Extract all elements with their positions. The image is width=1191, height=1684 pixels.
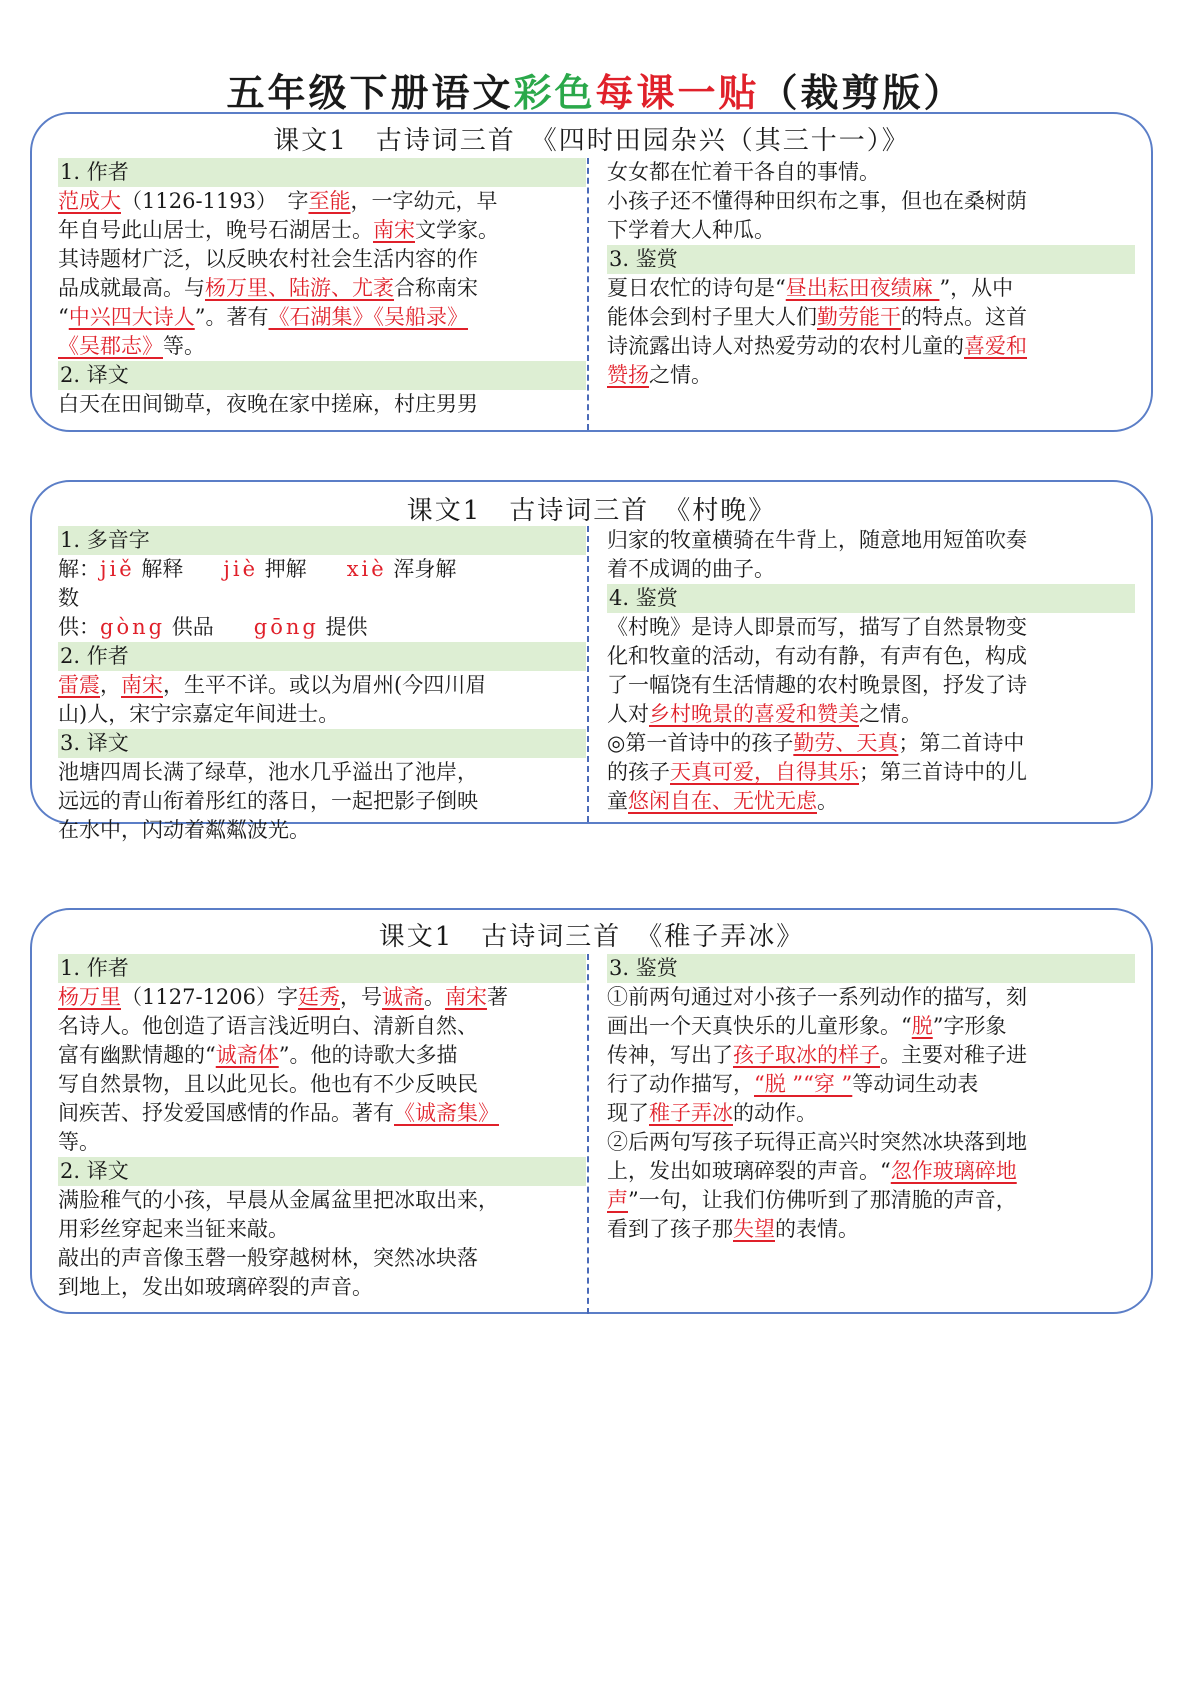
page-title: 五年级下册语文彩色每课一贴（裁剪版） bbox=[226, 70, 965, 115]
right-column: 女女都在忙着干各自的事情。 小孩子还不懂得种田织布之事，但也在桑树荫 下学着大人种瓜。 3. 鉴赏 夏日农忙的诗句是“昼出耘田夜绩麻 ”，从中 能体会到村子里大人们勤劳能干的特点。这首 诗流露出诗人对热爱劳动的农村儿童的喜爱和 赞扬之情。 bbox=[607, 158, 1127, 390]
lesson-card-2 bbox=[30, 480, 1153, 842]
right-column: 3. 鉴赏 ①前两句通过对小孩子一系列动作的描写，刻 画出一个天真快乐的儿童形象。“脱”字形象 传神，写出了孩子取冰的样子。主要对稚子进 行了动作描写，“脱 ”“穿 ”等动词生动表 现了稚子弄冰的动作。 ②后两句写孩子玩得正高兴时突然冰块落到地 上，发出如玻璃碎裂的声音。“忽作玻璃碎地 声”一句，让我们仿佛听到了那清脆的声音， 看到了孩子那失望的表情。 bbox=[607, 954, 1127, 1244]
left-column: 1. 作者 范成大（1126-1193） 字至能，一字幼元，早 年自号此山居士，晚号石湖居士。南宋文学家。 其诗题材广泛，以反映农村社会生活内容的作 品成就最高。与杨万里、陆游、尤袤合称南宋 “中兴四大诗人”。著有《石湖集》《吴船录》 《吴郡志》等。 2. 译文 白天在田间锄草，夜晚在家中搓麻，村庄男男 bbox=[58, 158, 578, 419]
section-heading: 2. 作者 bbox=[58, 642, 586, 671]
right-column: 归家的牧童横骑在牛背上，随意地用短笛吹奏 着不成调的曲子。 4. 鉴赏 《村晚》是诗人即景而写，描写了自然景物变 化和牧童的活动，有动有静，有声有色，构成 了一幅饶有生活情趣的农村晚景图，抒发了诗 人对乡村晚景的喜爱和赞美之情。 ◎第一首诗中的孩子勤劳、天真；第二首诗中 的孩子天真可爱，自得其乐；第三首诗中的儿 童悠闲自在、无忧无虑。 bbox=[607, 526, 1127, 816]
section-heading: 3. 鉴赏 bbox=[607, 954, 1135, 983]
section-heading: 2. 译文 bbox=[58, 1157, 586, 1186]
left-column: 1. 作者 杨万里（1127-1206）字廷秀，号诚斋。南宋著 名诗人。他创造了语言浅近明白、清新自然、 富有幽默情趣的“诚斋体”。他的诗歌大多描 写自然景物，且以此见长。他也有不少反映民 间疾苦、抒发爱国感情的作品。著有《诚斋集》 等。 2. 译文 满脸稚气的小孩，早晨从金属盆里把冰取出来， 用彩丝穿起来当钲来敲。 敲出的声音像玉磬一般穿越树林，突然冰块落 到地上，发出如玻璃碎裂的声音。 bbox=[58, 954, 578, 1302]
card-title: 课文1 古诗词三首 《稚子弄冰》 bbox=[378, 922, 805, 952]
lesson-card-3 bbox=[30, 908, 1153, 1314]
card-title: 课文1 古诗词三首 《村晚》 bbox=[406, 496, 777, 526]
section-heading: 1. 作者 bbox=[58, 954, 586, 983]
card-title: 课文1 古诗词三首 《四时田园杂兴（其三十一）》 bbox=[273, 126, 910, 156]
left-column: 1. 多音字 解：jiě 解释 jiè 押解 xiè 浑身解 数 供：gòng 供品 gōng 提供 2. 作者 雷震，南宋，生平不详。或以为眉州(今四川眉 山)人，宋宁宗嘉定年间进士。 3. 译文 池塘四周长满了绿草，池水几乎溢出了池岸， 远远的青山衔着彤红的落日，一起把影子倒映 在水中，闪动着粼粼波光。 bbox=[58, 526, 578, 845]
section-heading: 3. 译文 bbox=[58, 729, 586, 758]
section-heading: 3. 鉴赏 bbox=[607, 245, 1135, 274]
lesson-card-1 bbox=[30, 112, 1153, 432]
column-divider bbox=[587, 526, 589, 822]
section-heading: 4. 鉴赏 bbox=[607, 584, 1135, 613]
column-divider bbox=[587, 158, 589, 430]
section-heading: 1. 多音字 bbox=[58, 526, 586, 555]
section-heading: 2. 译文 bbox=[58, 361, 586, 390]
column-divider bbox=[587, 954, 589, 1314]
section-heading: 1. 作者 bbox=[58, 158, 586, 187]
